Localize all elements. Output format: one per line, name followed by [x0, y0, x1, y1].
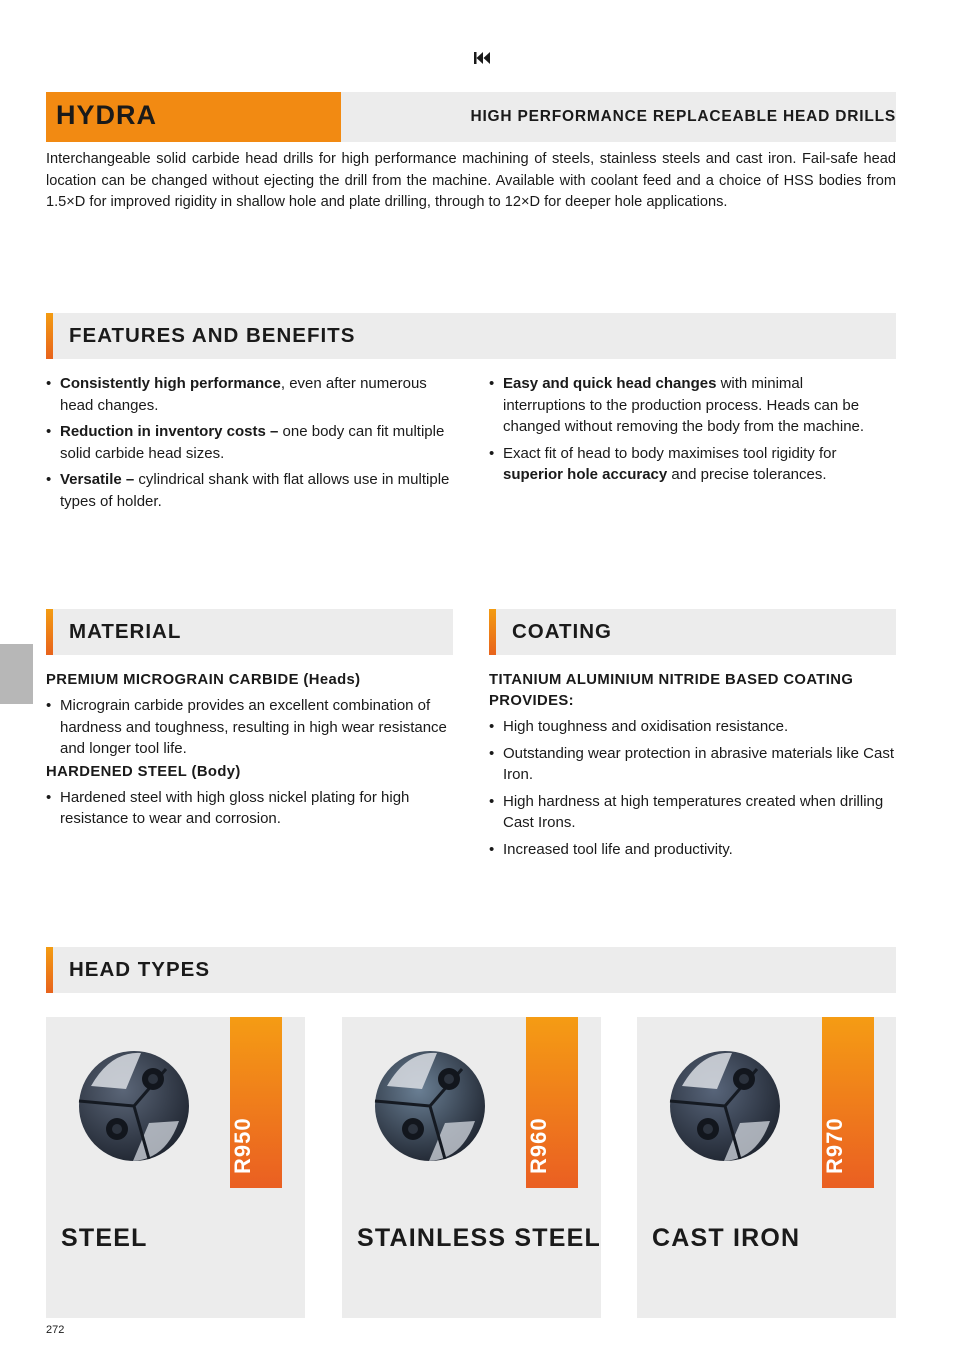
- section-accent-bar: [46, 947, 53, 993]
- page-subtitle: HIGH PERFORMANCE REPLACEABLE HEAD DRILLS: [470, 108, 896, 125]
- head-code: R950: [230, 1117, 255, 1174]
- section-accent-bar: [489, 609, 496, 655]
- head-type-card-steel[interactable]: [46, 1017, 305, 1318]
- head-type-name: STAINLESS STEEL: [357, 1224, 601, 1252]
- page-number: 272: [46, 1324, 65, 1336]
- list-item: • Versatile – cylindrical shank with flat allows use in multiple types of holder.: [46, 469, 456, 512]
- head-types-section-header: [46, 947, 896, 993]
- features-title: FEATURES AND BENEFITS: [69, 324, 356, 347]
- material-content: [46, 670, 456, 835]
- head-type-name: STEEL: [61, 1224, 148, 1252]
- drill-head-icon: [662, 1041, 792, 1171]
- features-section-header: [46, 313, 896, 359]
- list-item: • High hardness at high temperatures created when drilling Cast Irons.: [489, 791, 897, 834]
- material-section-header: [46, 609, 453, 655]
- list-item: • Outstanding wear protection in abrasive materials like Cast Iron.: [489, 743, 897, 786]
- intro-paragraph: Interchangeable solid carbide head drills for high performance machining of steels, stainless steels and cast iron. Fail-safe head location can be changed without ejecting the drill from the machine. Available with coolant feed and a choice of HSS bodies from 1.5×D for improved rigidity in shallow hole and plate drilling, through to 12×D for deeper hole applications.: [46, 151, 896, 210]
- section-accent-bar: [46, 313, 53, 359]
- head-code: R970: [822, 1117, 847, 1174]
- head-type-card-stainless[interactable]: [342, 1017, 601, 1318]
- head-code: R960: [526, 1117, 551, 1174]
- list-item: • Reduction in inventory costs – one body can fit multiple solid carbide head sizes.: [46, 421, 456, 464]
- coating-title: COATING: [512, 620, 613, 643]
- material-subheading: HARDENED STEEL (Body): [46, 763, 241, 780]
- material-list: [46, 787, 456, 830]
- page-title: HYDRA: [56, 100, 158, 130]
- skip-back-icon[interactable]: [472, 50, 492, 66]
- material-list: [46, 695, 456, 760]
- features-list-right: [489, 373, 889, 491]
- list-item: • Exact fit of head to body maximises tool rigidity for superior hole accuracy and precise tolerances.: [489, 443, 889, 486]
- section-accent-bar: [46, 609, 53, 655]
- list-item: • Increased tool life and productivity.: [489, 839, 897, 861]
- material-title: MATERIAL: [69, 620, 182, 643]
- list-item: • Consistently high performance, even after numerous head changes.: [46, 373, 456, 416]
- coating-section-header: [489, 609, 896, 655]
- code-tag: [230, 1017, 282, 1188]
- features-list-left: [46, 373, 456, 517]
- drill-head-icon: [367, 1041, 497, 1171]
- material-subheading: PREMIUM MICROGRAIN CARBIDE (Heads): [46, 672, 361, 688]
- coating-subheading: TITANIUM ALUMINIUM NITRIDE BASED COATING PROVIDES:: [489, 672, 854, 709]
- coating-content: [489, 670, 897, 865]
- head-types-title: HEAD TYPES: [69, 958, 210, 981]
- list-item: • Hardened steel with high gloss nickel plating for high resistance to wear and corrosion.: [46, 787, 456, 830]
- list-item: • Easy and quick head changes with minimal interruptions to the production process. Heads can be changed without removing the body from the machine.: [489, 373, 889, 438]
- drill-head-icon: [71, 1041, 201, 1171]
- code-tag: [822, 1017, 874, 1188]
- head-type-card-cast-iron[interactable]: [637, 1017, 896, 1318]
- list-item: • Micrograin carbide provides an excellent combination of hardness and toughness, resulting in high wear resistance and longer tool life.: [46, 695, 456, 760]
- coating-list: [489, 716, 897, 860]
- code-tag: [526, 1017, 578, 1188]
- head-type-name: CAST IRON: [652, 1224, 801, 1252]
- side-tab[interactable]: [0, 644, 33, 704]
- list-item: • High toughness and oxidisation resistance.: [489, 716, 897, 738]
